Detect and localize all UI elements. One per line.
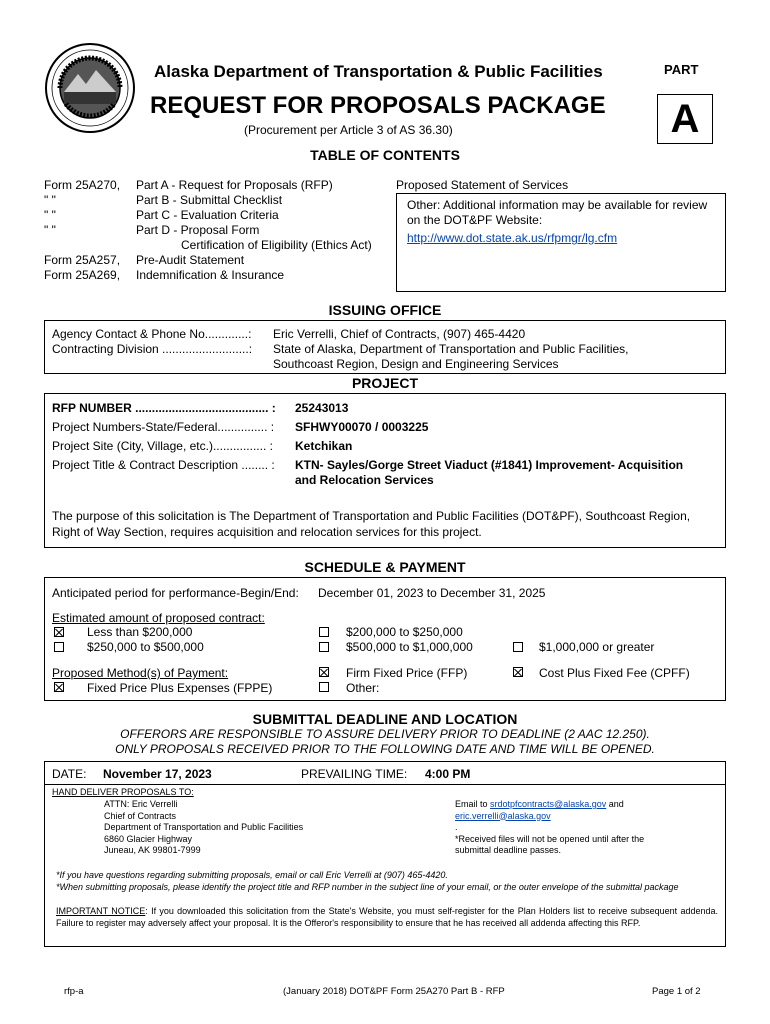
toc-heading: TABLE OF CONTENTS bbox=[310, 147, 460, 163]
amount-checkbox-250-500k[interactable] bbox=[54, 642, 64, 652]
schedule-heading: SCHEDULE & PAYMENT bbox=[304, 559, 466, 575]
method-option-cpff: Cost Plus Fixed Fee (CPFF) bbox=[539, 666, 690, 680]
seal-icon bbox=[44, 42, 136, 134]
address-line: Department of Transportation and Public Facilities bbox=[104, 822, 304, 832]
division-value-1: State of Alaska, Department of Transportation and Public Facilities, bbox=[273, 342, 629, 356]
issuing-office-heading: ISSUING OFFICE bbox=[328, 302, 442, 318]
purpose-line-1: The purpose of this solicitation is The Department of Transportation and Public Facilities (DOT&PF), Southcoast Region, bbox=[52, 509, 691, 523]
amount-checkbox-500k-1m[interactable] bbox=[319, 642, 329, 652]
footer-left: rfp-a bbox=[64, 986, 84, 997]
toc-row: " " Part C - Evaluation Criteria bbox=[44, 208, 279, 222]
deadline-warning-1: OFFERORS ARE RESPONSIBLE TO ASSURE DELIVERY PRIOR TO DEADLINE (2 AAC 12.250). bbox=[120, 727, 650, 741]
period-label: Anticipated period for performance-Begin/End: bbox=[52, 586, 299, 600]
delivery-address bbox=[104, 799, 303, 857]
part-label: PART bbox=[664, 62, 699, 77]
important-notice: IMPORTANT NOTICE: If you downloaded this solicitation from the State's Website, you must self-register for the Plan Holders list to receive subsequent addenda. Failure to register may adversely affect your proposal. It is the Offeror's responsibility to ensure that he has received all addenda affecting this RFP. bbox=[56, 906, 719, 928]
project-title-value-1: KTN- Sayles/Gorge Street Viaduct (#1841) Improvement- Acquisition bbox=[295, 458, 684, 472]
time-value: 4:00 PM bbox=[425, 767, 471, 781]
part-letter-box bbox=[657, 94, 713, 144]
page-subtitle: (Procurement per Article 3 of AS 36.30) bbox=[244, 123, 453, 137]
project-numbers-value: SFHWY00070 / 0003225 bbox=[295, 420, 429, 434]
other-info-text: Other: Additional information may be available for review on the DOT&PF Website: bbox=[407, 198, 708, 227]
method-option-ffp: Firm Fixed Price (FFP) bbox=[346, 666, 468, 680]
hand-deliver-label: HAND DELIVER PROPOSALS TO: bbox=[52, 787, 194, 797]
other-info-box bbox=[396, 193, 726, 292]
contact-value: Eric Verrelli, Chief of Contracts, (907) 465-4420 bbox=[273, 327, 526, 341]
address-line: 6860 Glacier Highway bbox=[104, 833, 193, 844]
footer-page-number: Page 1 of 2 bbox=[652, 986, 701, 997]
amount-option-250-500k: $250,000 to $500,000 bbox=[87, 640, 204, 654]
rfp-number-label: RFP NUMBER ........................................ : bbox=[52, 401, 276, 415]
submission-note: *When submitting proposals, please identify the project title and RFP number in the subject line of your email, or the outer envelope of the submittal package bbox=[56, 882, 679, 892]
questions-note: *If you have questions regarding submitting proposals, email or call Eric Verrelli at (907) 465-4420. bbox=[56, 870, 448, 880]
email-link-contracts[interactable]: srdotpfcontracts@alaska.gov bbox=[490, 799, 607, 809]
deadline-warning-2: ONLY PROPOSALS RECEIVED PRIOR TO THE FOLLOWING DATE AND TIME WILL BE OPENED. bbox=[115, 742, 655, 756]
website-link[interactable]: http://www.dot.state.ak.us/rfpmgr/lg.cfm bbox=[407, 231, 618, 245]
project-site-label: Project Site (City, Village, etc.)................ : bbox=[52, 439, 273, 453]
received-note: *Received files will not be opened until after the bbox=[455, 833, 645, 844]
toc-row: " " Part D - Proposal Form bbox=[44, 223, 260, 237]
address-line: ATTN: Eric Verrelli bbox=[104, 799, 178, 809]
contact-label: Agency Contact & Phone No.............: bbox=[52, 327, 252, 341]
project-box bbox=[44, 393, 726, 548]
purpose-line-2: Right of Way Section, requires acquisition and relocation services for this project. bbox=[52, 525, 482, 539]
period-value: December 01, 2023 to December 31, 2025 bbox=[318, 586, 546, 600]
project-title-value-2: and Relocation Services bbox=[295, 473, 434, 487]
date-value: November 17, 2023 bbox=[103, 767, 212, 781]
amount-option-gt1m: $1,000,000 or greater bbox=[539, 640, 655, 654]
page-title: REQUEST FOR PROPOSALS PACKAGE bbox=[150, 92, 606, 119]
time-label: PREVAILING TIME: bbox=[301, 767, 408, 781]
footer-center: (January 2018) DOT&PF Form 25A270 Part B - RFP bbox=[283, 986, 505, 997]
project-numbers-label: Project Numbers-State/Federal............... : bbox=[52, 420, 275, 434]
address-line: Chief of Contracts bbox=[104, 810, 177, 821]
toc-row: Form 25A270, Part A - Request for Proposals (RFP) bbox=[44, 178, 333, 192]
agency-name: Alaska Department of Transportation & Public Facilities bbox=[154, 62, 603, 81]
state-seal bbox=[44, 42, 136, 134]
method-checkbox-other[interactable] bbox=[319, 682, 329, 692]
method-checkbox-ffp[interactable] bbox=[319, 667, 329, 677]
address-line: Juneau, AK 99801-7999 bbox=[104, 845, 201, 855]
email-link-verrelli[interactable]: eric.verrelli@alaska.gov bbox=[455, 810, 551, 821]
amount-checkbox-200-250k[interactable] bbox=[319, 627, 329, 637]
amount-checkbox-lt200k[interactable] bbox=[54, 627, 64, 637]
deadline-heading: SUBMITTAL DEADLINE AND LOCATION bbox=[252, 711, 518, 727]
part-letter: A bbox=[670, 97, 700, 141]
deadline-divider bbox=[45, 784, 725, 785]
method-checkbox-fppe[interactable] bbox=[54, 682, 64, 692]
toc-row: Form 25A257, Pre-Audit Statement bbox=[44, 253, 245, 267]
issuing-office-box bbox=[44, 320, 726, 374]
amount-option-500k-1m: $500,000 to $1,000,000 bbox=[346, 640, 473, 654]
method-option-other: Other: bbox=[346, 681, 380, 695]
toc-row: Certification of Eligibility (Ethics Act) bbox=[181, 238, 372, 252]
received-note: submittal deadline passes. bbox=[455, 845, 562, 855]
project-heading: PROJECT bbox=[351, 375, 419, 391]
toc-row: " " Part B - Submittal Checklist bbox=[44, 193, 283, 207]
division-value-2: Southcoast Region, Design and Engineering Services bbox=[273, 357, 559, 371]
date-label: DATE: bbox=[52, 767, 87, 781]
services-label: Proposed Statement of Services bbox=[396, 178, 569, 192]
toc-list bbox=[44, 178, 394, 283]
amount-label: Estimated amount of proposed contract: bbox=[52, 611, 265, 625]
schedule-box bbox=[44, 577, 726, 701]
rfp-number-value: 25243013 bbox=[295, 401, 349, 415]
deadline-box bbox=[44, 761, 726, 947]
project-site-value: Ketchikan bbox=[295, 439, 353, 453]
payment-method-label: Proposed Method(s) of Payment: bbox=[52, 666, 229, 680]
email-instructions: Email to srdotpfcontracts@alaska.gov and eric.verrelli@alaska.gov . *Received files will not be opened until after the submittal deadline passes. bbox=[455, 799, 715, 857]
method-checkbox-cpff[interactable] bbox=[513, 667, 523, 677]
toc-row: Form 25A269, Indemnification & Insurance bbox=[44, 268, 285, 282]
project-title-label: Project Title & Contract Description ........ : bbox=[52, 458, 275, 472]
division-label: Contracting Division ..........................: bbox=[52, 342, 253, 356]
amount-option-lt200k: Less than $200,000 bbox=[87, 625, 193, 639]
amount-option-200-250k: $200,000 to $250,000 bbox=[346, 625, 463, 639]
amount-checkbox-gt1m[interactable] bbox=[513, 642, 523, 652]
method-option-fppe: Fixed Price Plus Expenses (FPPE) bbox=[87, 681, 273, 695]
